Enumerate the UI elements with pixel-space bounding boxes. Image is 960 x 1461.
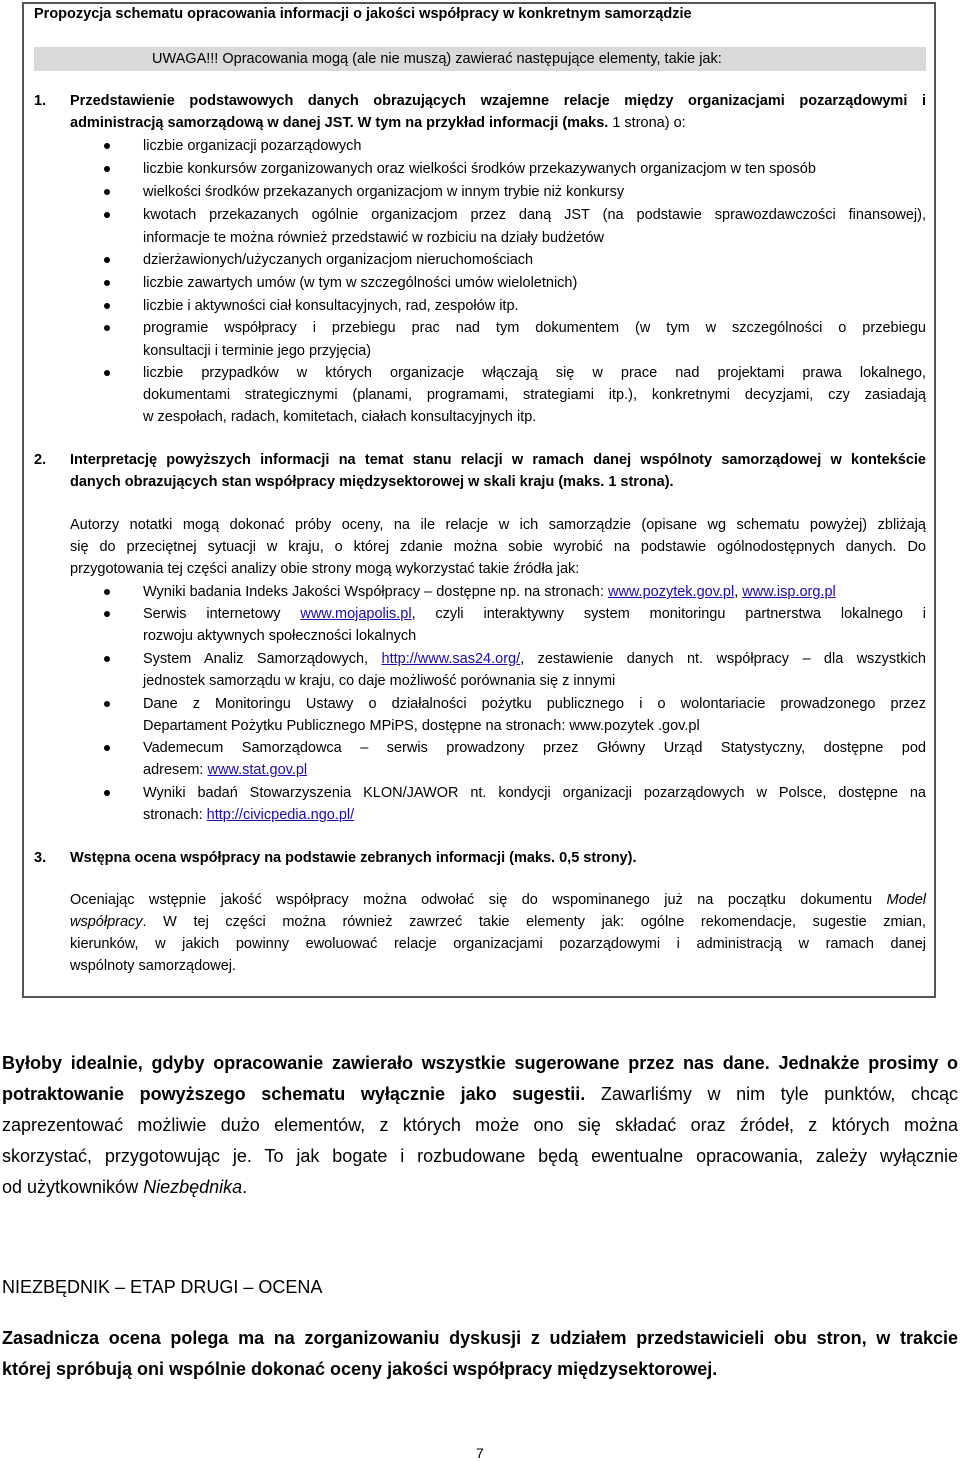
para-italic: współpracy bbox=[70, 914, 143, 930]
list-item: Dane z Monitoringu Ustawy o działalności pożytku publicznego i o wolontariacie prowadzonego przez bbox=[143, 693, 926, 715]
section3-para-line4: wspólnoty samorządowej. bbox=[70, 958, 237, 974]
source-link[interactable]: www.pozytek.gov.pl bbox=[607, 584, 735, 600]
list-item: liczbie konkursów zorganizowanych oraz wielkości środków przekazywanych organizacjom w ten sposób bbox=[143, 158, 816, 180]
box-title: Propozycja schematu opracowania informacji o jakości współpracy w konkretnym samorządzie bbox=[34, 6, 692, 22]
list-item-continuation: w zespołach, radach, komitetach, ciałach konsultacyjnych itp. bbox=[143, 409, 537, 425]
list-item: wielkości środków przekazanych organizacjom w innym trybie niż konkursy bbox=[143, 181, 624, 203]
para-italic: Model bbox=[886, 892, 926, 908]
list-item bbox=[143, 648, 926, 670]
list-item: kwotach przekazanych ogólnie organizacjom przez daną JST (na podstawie sprawozdawczości finansowej), bbox=[143, 204, 926, 226]
source-text: System Analiz Samorządowych, bbox=[143, 651, 382, 667]
list-item: liczbie przypadków w których organizacje włączają się w prace nad projektami prawa lokalnego, bbox=[143, 362, 926, 384]
closing-line5 bbox=[2, 1172, 247, 1203]
para-text: Oceniając wstępnie jakość współpracy można odwołać się do wspominanego już na początku dokumentu bbox=[70, 892, 887, 908]
source-link[interactable]: http://civicpedia.ngo.pl/ bbox=[206, 807, 355, 823]
section3-number: 3. bbox=[34, 850, 47, 866]
section2-para-line2: się do przeciętnej sytuacji w kraju, o której zdanie można sobie wyrobić na podstawie ogólnodostępnych danych. Do bbox=[70, 539, 926, 555]
source-text: , zestawienie danych nt. współpracy – dla wszystkich bbox=[520, 651, 926, 667]
list-item: Wyniki badań Stowarzyszenia KLON/JAWOR nt. kondycji organizacji pozarządowych w Polsce, dostępne na bbox=[143, 782, 926, 804]
stage2-line1: Zasadnicza ocena polega ma na zorganizowaniu dyskusji z udziałem przedstawicieli obu stron, w trakcie bbox=[2, 1328, 958, 1348]
closing-end: . bbox=[242, 1177, 248, 1197]
page-number: 7 bbox=[476, 1445, 484, 1461]
list-item-continuation: rozwoju aktywnych społeczności lokalnych bbox=[143, 628, 417, 644]
section3-para-line2 bbox=[70, 911, 926, 933]
source-text: Serwis internetowy bbox=[143, 606, 301, 622]
list-item bbox=[143, 581, 836, 603]
stage2-heading: NIEZBĘDNIK – ETAP DRUGI – OCENA bbox=[2, 1277, 323, 1297]
source-text: stronach: bbox=[143, 807, 207, 823]
section2-para-line3: przygotowania tej części analizy obie strony mogą wykorzystać takie źródła jak: bbox=[70, 561, 580, 577]
list-item-continuation: jednostek samorządu w kraju, co daje możliwość porównania się z innymi bbox=[143, 673, 616, 689]
list-item bbox=[143, 603, 926, 625]
list-item: liczbie organizacji pozarządowych bbox=[143, 135, 361, 157]
section1-number: 1. bbox=[34, 93, 47, 109]
notice-banner: UWAGA!!! Opracowania mogą (ale nie muszą) zawierać następujące elementy, takie jak: bbox=[34, 47, 926, 71]
closing-text: Zawarliśmy w nim tyle punktów, chcąc bbox=[585, 1084, 958, 1104]
source-separator: , bbox=[734, 584, 743, 600]
list-item-continuation: konsultacji i terminie jego przyjęcia) bbox=[143, 343, 372, 359]
list-item-continuation bbox=[143, 804, 354, 826]
section1-heading-bold: administracją samorządową w danej JST. W tym na przykład informacji (maks. bbox=[70, 115, 609, 131]
section3-para-line1 bbox=[70, 889, 926, 911]
closing-line4: skorzystać, przygotowując je. To jak bogate i rozbudowane będą ewentualne opracowania, zależy wyłącznie bbox=[2, 1146, 958, 1166]
section2-para-line1: Autorzy notatki mogą dokonać próby oceny, na ile relacje w ich samorządzie (opisane wg schematu powyżej) zbliżają bbox=[70, 517, 926, 533]
section2-heading-line2: danych obrazujących stan współpracy międzysektorowej w skali kraju (maks. 1 strona). bbox=[70, 474, 674, 490]
source-text: Wyniki badania Indeks Jakości Współpracy – dostępne np. na stronach: bbox=[143, 584, 608, 600]
source-link[interactable]: www.stat.gov.pl bbox=[207, 762, 308, 778]
section3-para-line3: kierunków, w jakich powinny ewoluować relacje organizacjami pozarządowymi i administracją w ramach danej bbox=[70, 936, 926, 952]
section3-heading: Wstępna ocena współpracy na podstawie zebranych informacji (maks. 0,5 strony). bbox=[70, 850, 637, 866]
closing-line1: Byłoby idealnie, gdyby opracowanie zawierało wszystkie sugerowane przez nas dane. Jednakże prosimy o bbox=[2, 1053, 958, 1073]
list-item: dzierżawionych/użyczanych organizacjom nieruchomościach bbox=[143, 249, 533, 271]
closing-line2 bbox=[2, 1079, 958, 1110]
list-item: liczbie zawartych umów (w tym w szczególności umów wieloletnich) bbox=[143, 272, 577, 294]
list-item-continuation: informacje te można również przedstawić w rozbiciu na działy budżetów bbox=[143, 230, 604, 246]
closing-line3: zaprezentować możliwie dużo elementów, z których może ono się składać oraz źródeł, z których można bbox=[2, 1115, 958, 1135]
stage2-line2: której spróbują oni wspólnie dokonać oceny jakości współpracy międzysektorowej. bbox=[2, 1359, 718, 1379]
para-text: . W tej części można również zawrzeć takie elementy jak: ogólne rekomendacje, sugestie zmian, bbox=[142, 914, 926, 930]
source-link[interactable]: www.isp.org.pl bbox=[742, 584, 836, 600]
source-link[interactable]: http://www.sas24.org/ bbox=[381, 651, 521, 667]
list-item-continuation bbox=[143, 759, 307, 781]
section2-number: 2. bbox=[34, 452, 47, 468]
section1-heading-line2 bbox=[70, 112, 686, 134]
list-item-continuation: Departament Pożytku Publicznego MPiPS, dostępne na stronach: www.pozytek .gov.pl bbox=[143, 718, 700, 734]
source-text: adresem: bbox=[143, 762, 208, 778]
source-text: , czyli interaktywny system monitoringu partnerstwa lokalnego i bbox=[411, 606, 926, 622]
closing-italic: Niezbędnika bbox=[143, 1177, 243, 1197]
section1-heading-rest: 1 strona) o: bbox=[608, 115, 686, 131]
section2-heading-line1: Interpretację powyższych informacji na temat stanu relacji w ramach danej wspólnoty samorządowej w kontekście bbox=[70, 452, 926, 468]
source-link[interactable]: www.mojapolis.pl bbox=[300, 606, 412, 622]
list-item: Vademecum Samorządowca – serwis prowadzony przez Główny Urząd Statystyczny, dostępne pod bbox=[143, 737, 926, 759]
list-item: liczbie i aktywności ciał konsultacyjnych, rad, zespołów itp. bbox=[143, 295, 519, 317]
closing-bold: potraktowanie powyższego schematu wyłącznie jako sugestii. bbox=[2, 1084, 586, 1104]
closing-text: od użytkowników bbox=[2, 1177, 144, 1197]
list-item-continuation: dokumentami strategicznymi (planami, programami, strategiami itp.), konkretnymi decyzjami, czy zasiadają bbox=[143, 387, 926, 403]
list-item: programie współpracy i przebiegu prac nad tym dokumentem (w tym w szczególności o przebiegu bbox=[143, 317, 926, 339]
section1-heading-line1: Przedstawienie podstawowych danych obrazujących wzajemne relacje między organizacjami pozarządowymi i bbox=[70, 93, 926, 109]
